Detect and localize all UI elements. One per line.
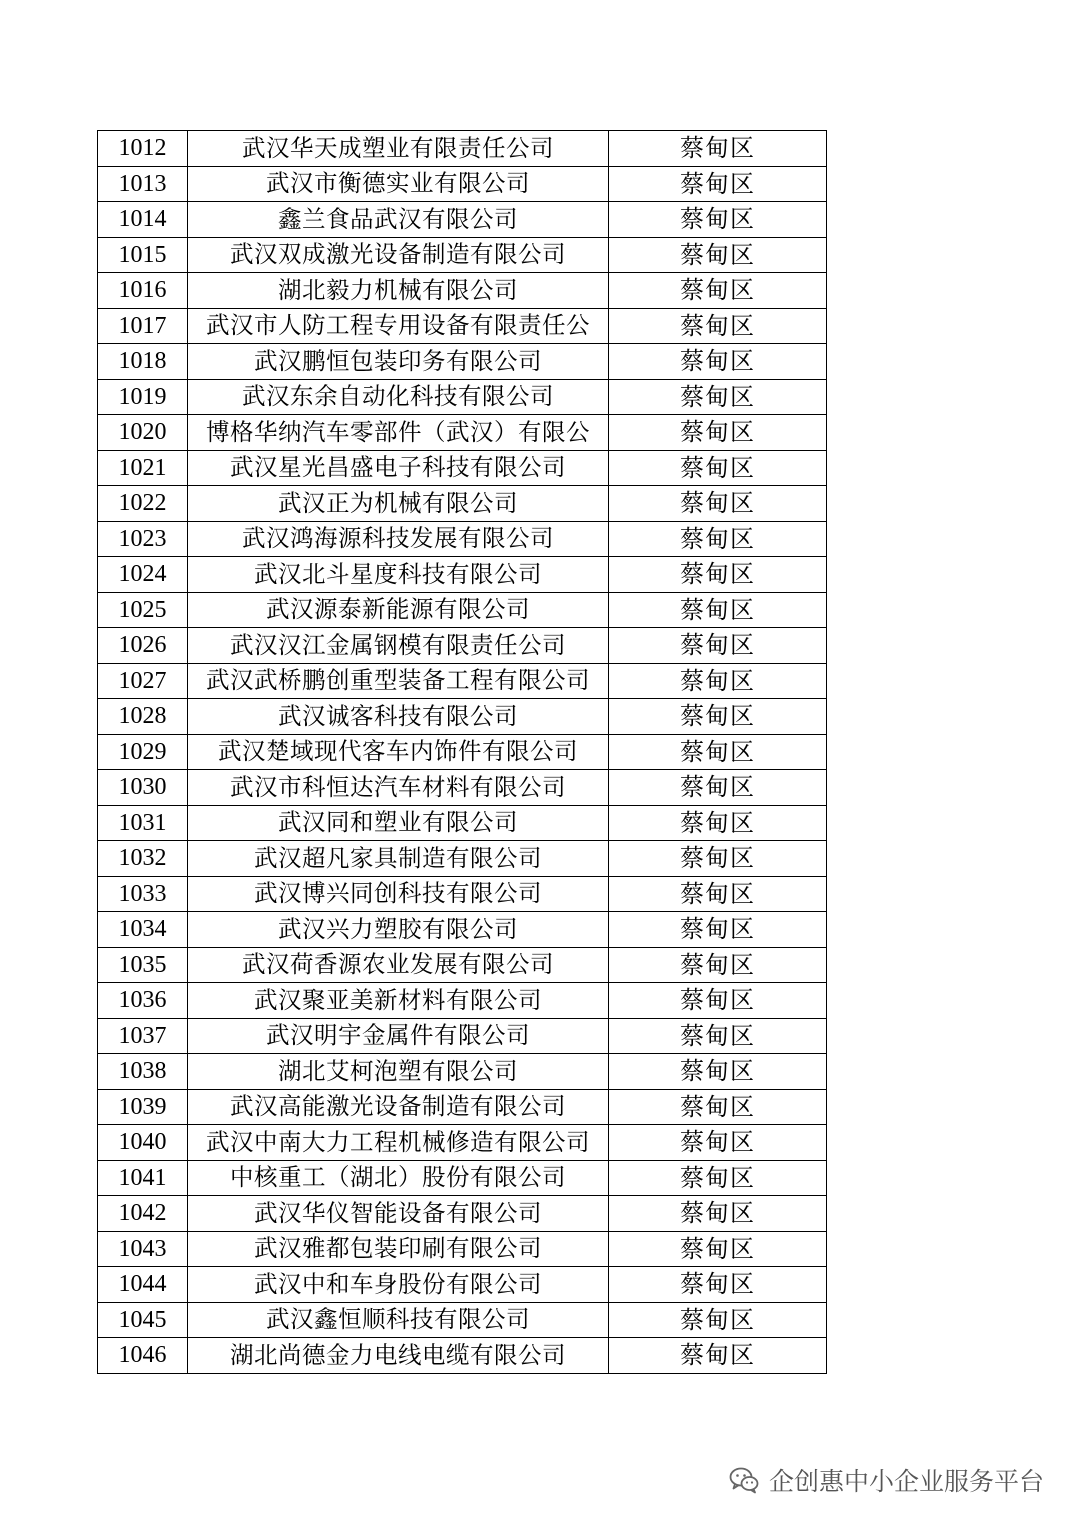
row-number: 1043 (98, 1231, 188, 1267)
company-name: 武汉市衡德实业有限公司 (188, 166, 609, 202)
table-row (98, 486, 827, 522)
company-name: 武汉鹏恒包装印务有限公司 (188, 344, 609, 380)
company-name: 博格华纳汽车零部件（武汉）有限公 (188, 415, 609, 451)
company-name: 武汉楚域现代客车内饰件有限公司 (188, 734, 609, 770)
row-number: 1017 (98, 308, 188, 344)
company-name: 武汉兴力塑胶有限公司 (188, 912, 609, 948)
table-row (98, 131, 827, 167)
company-name: 武汉东余自动化科技有限公司 (188, 379, 609, 415)
company-name: 武汉源泰新能源有限公司 (188, 592, 609, 628)
company-name: 武汉鑫恒顺科技有限公司 (188, 1302, 609, 1338)
row-number: 1018 (98, 344, 188, 380)
district: 蔡甸区 (609, 841, 827, 877)
row-number: 1029 (98, 734, 188, 770)
company-table (97, 130, 827, 1374)
district: 蔡甸区 (609, 1267, 827, 1303)
table-row (98, 344, 827, 380)
district: 蔡甸区 (609, 912, 827, 948)
row-number: 1013 (98, 166, 188, 202)
table-row (98, 628, 827, 664)
row-number: 1039 (98, 1089, 188, 1125)
district: 蔡甸区 (609, 557, 827, 593)
company-name: 武汉汉江金属钢模有限责任公司 (188, 628, 609, 664)
company-table-body (98, 131, 827, 1374)
company-name: 鑫兰食品武汉有限公司 (188, 202, 609, 238)
row-number: 1045 (98, 1302, 188, 1338)
company-name: 武汉鸿海源科技发展有限公司 (188, 521, 609, 557)
table-row (98, 805, 827, 841)
company-name: 武汉华天成塑业有限责任公司 (188, 131, 609, 167)
table-row (98, 166, 827, 202)
table-row (98, 1196, 827, 1232)
district: 蔡甸区 (609, 663, 827, 699)
company-name: 武汉聚亚美新材料有限公司 (188, 983, 609, 1019)
district: 蔡甸区 (609, 628, 827, 664)
row-number: 1032 (98, 841, 188, 877)
district: 蔡甸区 (609, 308, 827, 344)
row-number: 1026 (98, 628, 188, 664)
company-name: 湖北毅力机械有限公司 (188, 273, 609, 309)
table-row (98, 1231, 827, 1267)
watermark-text: 企创惠中小企业服务平台 (768, 1467, 1044, 1496)
district: 蔡甸区 (609, 805, 827, 841)
row-number: 1042 (98, 1196, 188, 1232)
table-row (98, 912, 827, 948)
row-number: 1044 (98, 1267, 188, 1303)
district: 蔡甸区 (609, 1160, 827, 1196)
district: 蔡甸区 (609, 1231, 827, 1267)
company-name: 湖北艾柯泡塑有限公司 (188, 1054, 609, 1090)
row-number: 1028 (98, 699, 188, 735)
table-row (98, 1089, 827, 1125)
row-number: 1020 (98, 415, 188, 451)
company-name: 武汉博兴同创科技有限公司 (188, 876, 609, 912)
company-name: 中核重工（湖北）股份有限公司 (188, 1160, 609, 1196)
table-row (98, 1338, 827, 1374)
row-number: 1019 (98, 379, 188, 415)
table-row (98, 450, 827, 486)
row-number: 1031 (98, 805, 188, 841)
company-name: 武汉明宇金属件有限公司 (188, 1018, 609, 1054)
table-row (98, 1267, 827, 1303)
row-number: 1012 (98, 131, 188, 167)
company-name: 湖北尚德金力电线电缆有限公司 (188, 1338, 609, 1374)
company-name: 武汉高能激光设备制造有限公司 (188, 1089, 609, 1125)
district: 蔡甸区 (609, 592, 827, 628)
table-row (98, 663, 827, 699)
district: 蔡甸区 (609, 1196, 827, 1232)
table-row (98, 308, 827, 344)
table-row (98, 379, 827, 415)
company-name: 武汉华仪智能设备有限公司 (188, 1196, 609, 1232)
table-row (98, 415, 827, 451)
district: 蔡甸区 (609, 166, 827, 202)
company-name: 武汉双成激光设备制造有限公司 (188, 237, 609, 273)
row-number: 1037 (98, 1018, 188, 1054)
district: 蔡甸区 (609, 1338, 827, 1374)
row-number: 1030 (98, 770, 188, 806)
table-row (98, 557, 827, 593)
district: 蔡甸区 (609, 1302, 827, 1338)
row-number: 1035 (98, 947, 188, 983)
district: 蔡甸区 (609, 273, 827, 309)
company-name: 武汉超凡家具制造有限公司 (188, 841, 609, 877)
district: 蔡甸区 (609, 131, 827, 167)
table-row (98, 1018, 827, 1054)
table-row (98, 734, 827, 770)
district: 蔡甸区 (609, 450, 827, 486)
district: 蔡甸区 (609, 344, 827, 380)
district: 蔡甸区 (609, 876, 827, 912)
table-row (98, 592, 827, 628)
district: 蔡甸区 (609, 1018, 827, 1054)
row-number: 1025 (98, 592, 188, 628)
table-row (98, 699, 827, 735)
table-row (98, 1160, 827, 1196)
table-row (98, 1054, 827, 1090)
row-number: 1022 (98, 486, 188, 522)
wechat-icon (729, 1466, 759, 1494)
row-number: 1036 (98, 983, 188, 1019)
district: 蔡甸区 (609, 770, 827, 806)
row-number: 1024 (98, 557, 188, 593)
district: 蔡甸区 (609, 486, 827, 522)
district: 蔡甸区 (609, 415, 827, 451)
table-row (98, 237, 827, 273)
company-name: 武汉武桥鹏创重型装备工程有限公司 (188, 663, 609, 699)
table-row (98, 1302, 827, 1338)
watermark (729, 1462, 1044, 1498)
district: 蔡甸区 (609, 734, 827, 770)
district: 蔡甸区 (609, 699, 827, 735)
district: 蔡甸区 (609, 1054, 827, 1090)
company-name: 武汉正为机械有限公司 (188, 486, 609, 522)
table-row (98, 770, 827, 806)
table-row (98, 841, 827, 877)
company-name: 武汉同和塑业有限公司 (188, 805, 609, 841)
company-name: 武汉雅都包装印刷有限公司 (188, 1231, 609, 1267)
company-name: 武汉诚客科技有限公司 (188, 699, 609, 735)
row-number: 1033 (98, 876, 188, 912)
row-number: 1040 (98, 1125, 188, 1161)
company-name: 武汉中南大力工程机械修造有限公司 (188, 1125, 609, 1161)
company-name: 武汉北斗星度科技有限公司 (188, 557, 609, 593)
company-name: 武汉星光昌盛电子科技有限公司 (188, 450, 609, 486)
row-number: 1016 (98, 273, 188, 309)
row-number: 1038 (98, 1054, 188, 1090)
district: 蔡甸区 (609, 202, 827, 238)
table-row (98, 202, 827, 238)
district: 蔡甸区 (609, 1089, 827, 1125)
row-number: 1023 (98, 521, 188, 557)
row-number: 1015 (98, 237, 188, 273)
table-row (98, 273, 827, 309)
company-name: 武汉市人防工程专用设备有限责任公 (188, 308, 609, 344)
district: 蔡甸区 (609, 1125, 827, 1161)
row-number: 1021 (98, 450, 188, 486)
table-row (98, 521, 827, 557)
district: 蔡甸区 (609, 237, 827, 273)
district: 蔡甸区 (609, 947, 827, 983)
company-name: 武汉荷香源农业发展有限公司 (188, 947, 609, 983)
row-number: 1034 (98, 912, 188, 948)
company-name: 武汉市科恒达汽车材料有限公司 (188, 770, 609, 806)
row-number: 1027 (98, 663, 188, 699)
company-name: 武汉中和车身股份有限公司 (188, 1267, 609, 1303)
district: 蔡甸区 (609, 379, 827, 415)
row-number: 1041 (98, 1160, 188, 1196)
table-row (98, 1125, 827, 1161)
table-row (98, 947, 827, 983)
district: 蔡甸区 (609, 983, 827, 1019)
row-number: 1014 (98, 202, 188, 238)
district: 蔡甸区 (609, 521, 827, 557)
row-number: 1046 (98, 1338, 188, 1374)
table-row (98, 983, 827, 1019)
table-row (98, 876, 827, 912)
